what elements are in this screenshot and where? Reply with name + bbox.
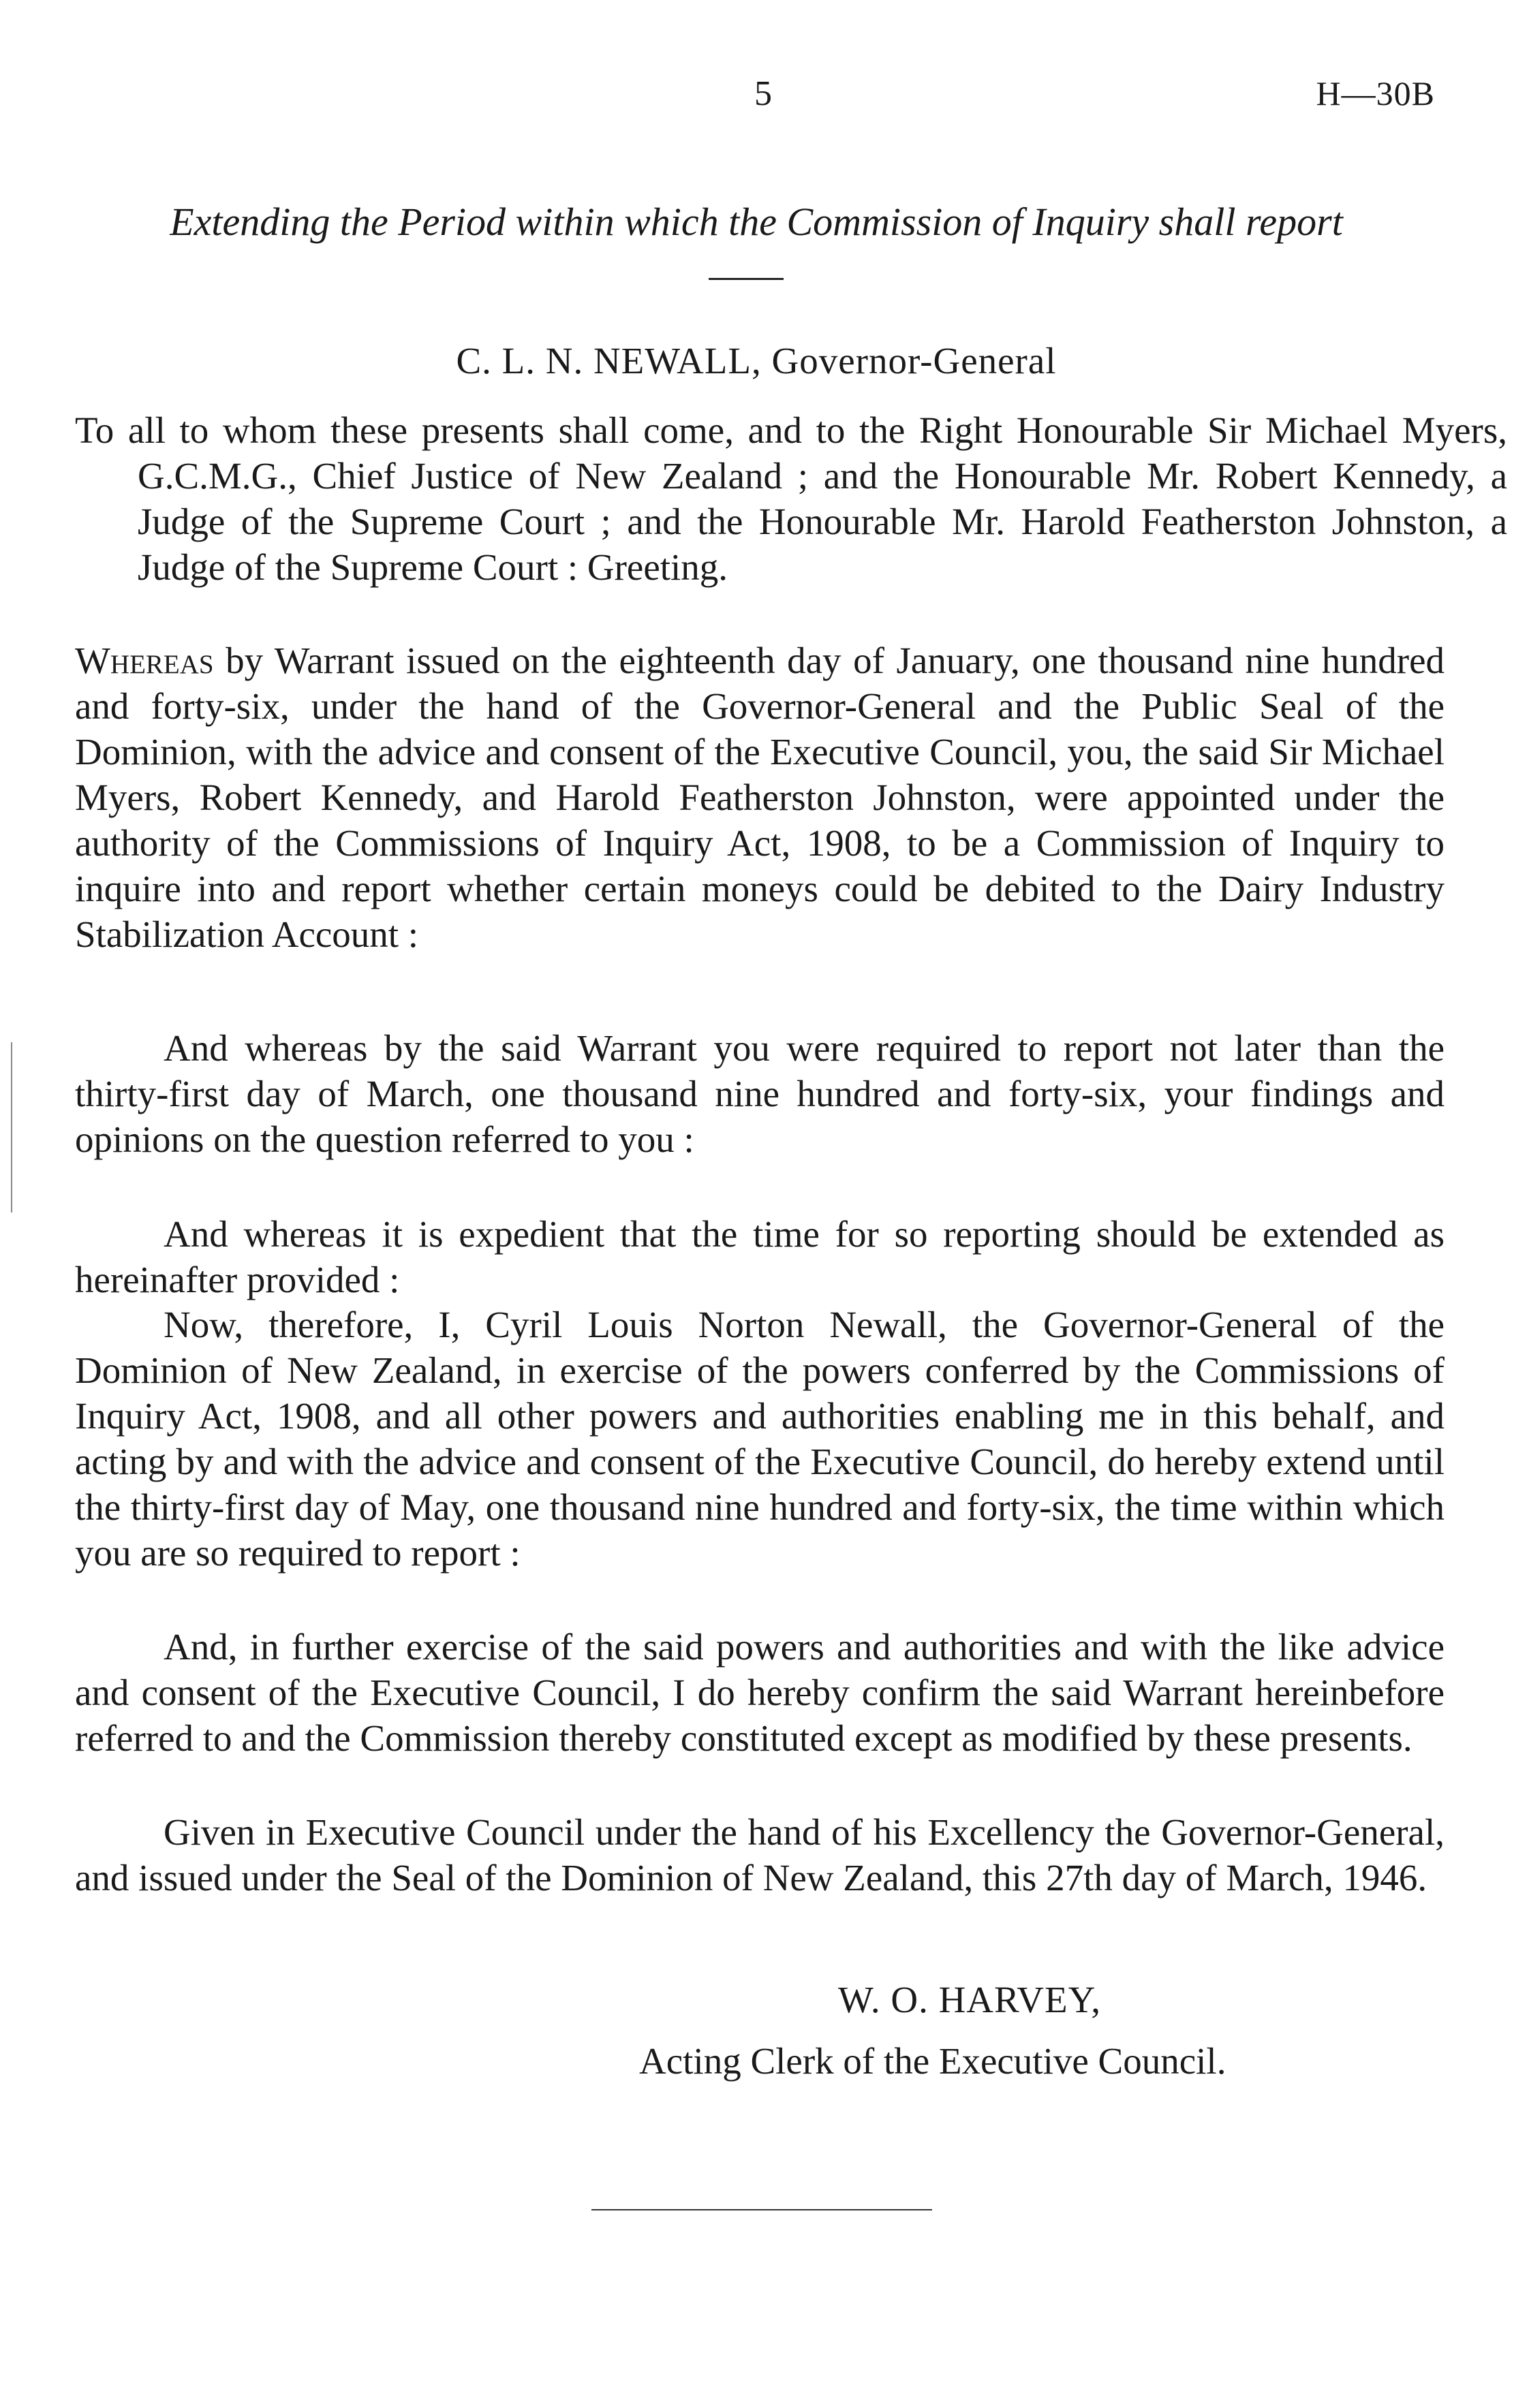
third-whereas-paragraph: And whereas it is expedient that the time for so reporting should be extended as hereinafter provided : <box>75 1213 1445 1300</box>
closing-divider <box>591 2209 932 2210</box>
address-paragraph: To all to whom these presents shall come, and to the Right Honourable Sir Michael Myers, G.C.M.G., Chief Justice of New Zealand ; and the Honourable Mr. Robert Kennedy, a Judge of the Supreme Court ; and the Honourable Mr. Harold Featherston Johnston, a Judge of the Supreme Court : Greeting. <box>75 409 1507 588</box>
whereas-paragraph <box>75 638 1445 957</box>
governor-general-line: C. L. N. NEWALL, Governor-General <box>456 340 1057 381</box>
page-title: Extending the Period within which the Commission of Inquiry shall report <box>170 200 1343 244</box>
page-number: 5 <box>754 74 772 113</box>
document-reference: H—30B <box>1316 74 1435 112</box>
whereas-lead-word: Whereas <box>75 640 214 681</box>
title-divider <box>709 278 784 280</box>
margin-line <box>11 1042 12 1213</box>
second-whereas-paragraph: And whereas by the said Warrant you were required to report not later than the thirty-first day of March, one thousand nine hundred and forty-six, your findings and opinions on the question referred to you : <box>75 1027 1445 1160</box>
signatory-name: W. O. HARVEY, <box>838 1979 1101 2020</box>
further-exercise-paragraph: And, in further exercise of the said powers and authorities and with the like advice and consent of the Executive Council, I do hereby confirm the said Warrant hereinbefore referred to and the Commission thereby constituted except as modified by these presents. <box>75 1626 1445 1759</box>
given-in-council-paragraph: Given in Executive Council under the hand of his Excellency the Governor-General, and issued under the Seal of the Dominion of New Zealand, this 27th day of March, 1946. <box>75 1811 1445 1898</box>
now-therefore-paragraph: Now, therefore, I, Cyril Louis Norton Newall, the Governor-General of the Dominion of New Zealand, in exercise of the powers conferred by the Commissions of Inquiry Act, 1908, and all other powers and authorities enabling me in this behalf, and acting by and with the advice and consent of the Executive Council, do hereby extend until the thirty-first day of May, one thousand nine hundred and forty-six, the time within which you are so required to report : <box>75 1304 1445 1574</box>
signatory-title: Acting Clerk of the Executive Council. <box>639 2040 1226 2082</box>
whereas-paragraph-text: by Warrant issued on the eighteenth day of January, one thousand nine hundred and forty-six, under the hand of the Governor-General and the Public Seal of the Dominion, with the advice and consent of the Executive Council, you, the said Sir Michael Myers, Robert Kennedy, and Harold Featherston Johnston, were appointed under the authority of the Commissions of Inquiry Act, 1908, to be a Commission of Inquiry to inquire into and report whether certain moneys could be debited to the Dairy Industry Stabilization Account : <box>75 640 1445 955</box>
